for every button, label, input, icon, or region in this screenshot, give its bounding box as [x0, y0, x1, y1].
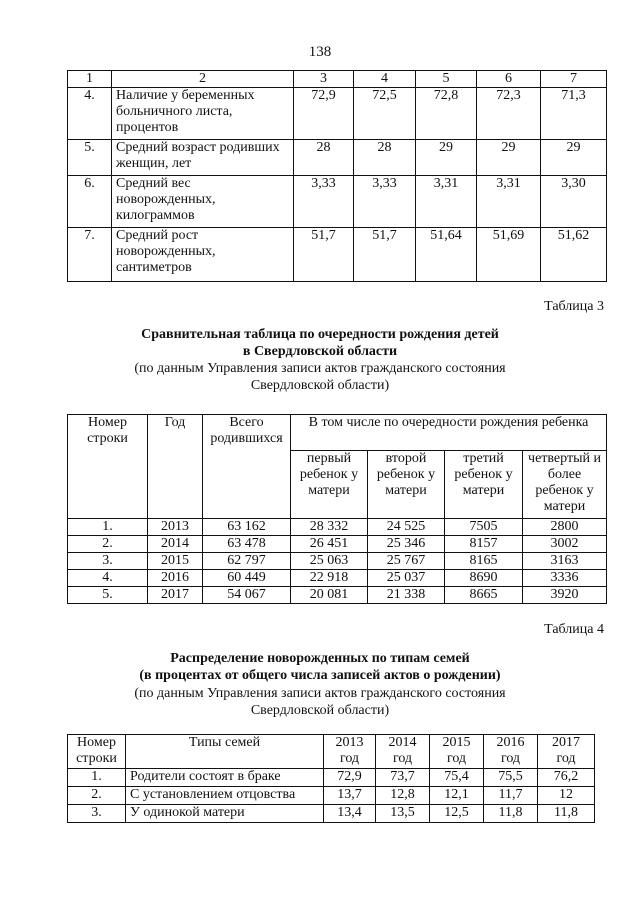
column-number-5: 5: [416, 71, 477, 88]
table-row: [68, 787, 595, 805]
table-row: [68, 140, 607, 176]
row-label: Средний возраст родивших женщин, лет: [112, 140, 294, 176]
value-cell: 11,7: [484, 787, 538, 805]
value-cell: 51,64: [416, 228, 477, 282]
column-header-year: 2016 год: [484, 735, 538, 769]
value-cell: 8165: [445, 553, 523, 570]
value-cell: 71,3: [541, 88, 607, 140]
total-cell: 54 067: [203, 587, 291, 604]
table-3-subtitle-line-2: Свердловской области): [250, 378, 390, 393]
value-cell: 51,62: [541, 228, 607, 282]
value-cell: 2800: [523, 519, 607, 536]
table-4-subtitle: (по данным Управления записи актов гражданского состояния: [134, 686, 506, 701]
table-header-row: [68, 71, 607, 88]
table-3-subtitle: (по данным Управления записи актов гражданского состояния: [134, 361, 506, 376]
year-cell: 2013: [148, 519, 203, 536]
value-cell: 24 525: [368, 519, 445, 536]
column-number-2: 2: [112, 71, 294, 88]
table-row: [68, 228, 607, 282]
table-row: [68, 553, 607, 570]
column-header-year: 2014 год: [376, 735, 430, 769]
table-4-subtitle-line-2: Свердловской области): [250, 703, 390, 718]
table-header-row: [68, 735, 595, 769]
value-cell: 12: [538, 787, 595, 805]
row-number: 7.: [68, 228, 112, 282]
value-cell: 75,5: [484, 769, 538, 787]
column-header-first-child: первый ребенок у матери: [291, 451, 368, 519]
row-number: 5.: [68, 587, 148, 604]
value-cell: 51,69: [477, 228, 541, 282]
row-number: 2.: [68, 787, 126, 805]
value-cell: 7505: [445, 519, 523, 536]
value-cell: 12,1: [430, 787, 484, 805]
value-cell: 8665: [445, 587, 523, 604]
column-header-year: 2017 год: [538, 735, 595, 769]
value-cell: 22 918: [291, 570, 368, 587]
column-header-birth-order-group: В том числе по очередности рождения ребенка: [291, 415, 607, 451]
value-cell: 72,5: [354, 88, 416, 140]
table-row: [68, 519, 607, 536]
table-4-title-line-2: (в процентах от общего числа записей актов о рождении): [139, 668, 501, 683]
value-cell: 73,7: [376, 769, 430, 787]
table-4: [67, 734, 595, 823]
value-cell: 51,7: [294, 228, 354, 282]
column-number-3: 3: [294, 71, 354, 88]
value-cell: 3336: [523, 570, 607, 587]
row-number: 2.: [68, 536, 148, 553]
column-header-total: Всего родившихся: [203, 415, 291, 519]
value-cell: 72,9: [294, 88, 354, 140]
table-row: [68, 88, 607, 140]
value-cell: 3920: [523, 587, 607, 604]
table-4-title: Распределение новорожденных по типам семей: [170, 651, 470, 666]
total-cell: 60 449: [203, 570, 291, 587]
value-cell: 25 767: [368, 553, 445, 570]
value-cell: 3,33: [354, 176, 416, 228]
value-cell: 13,5: [376, 805, 430, 823]
row-number: 4.: [68, 570, 148, 587]
table-2-continuation: [67, 70, 607, 282]
column-header-second-child: второй ребенок у матери: [368, 451, 445, 519]
table-row: [68, 536, 607, 553]
value-cell: 29: [541, 140, 607, 176]
value-cell: 28 332: [291, 519, 368, 536]
year-cell: 2014: [148, 536, 203, 553]
table-3-caption: Таблица 3: [544, 299, 604, 314]
column-header-third-child: третий ребенок у матери: [445, 451, 523, 519]
value-cell: 13,7: [324, 787, 376, 805]
value-cell: 51,7: [354, 228, 416, 282]
table-row: [68, 587, 607, 604]
value-cell: 28: [354, 140, 416, 176]
value-cell: 11,8: [484, 805, 538, 823]
value-cell: 3002: [523, 536, 607, 553]
row-number: 3.: [68, 553, 148, 570]
value-cell: 12,5: [430, 805, 484, 823]
table-3-title: Сравнительная таблица по очередности рождения детей: [141, 327, 499, 342]
row-number: 6.: [68, 176, 112, 228]
value-cell: 8690: [445, 570, 523, 587]
value-cell: 72,9: [324, 769, 376, 787]
value-cell: 25 037: [368, 570, 445, 587]
value-cell: 3163: [523, 553, 607, 570]
value-cell: 75,4: [430, 769, 484, 787]
column-number-7: 7: [541, 71, 607, 88]
column-header-family-types: Типы семей: [126, 735, 324, 769]
year-cell: 2017: [148, 587, 203, 604]
value-cell: 29: [416, 140, 477, 176]
year-cell: 2015: [148, 553, 203, 570]
value-cell: 3,33: [294, 176, 354, 228]
column-header-year: Год: [148, 415, 203, 519]
row-label: Наличие у беременных больничного листа, процентов: [112, 88, 294, 140]
column-header-row-number: Номер строки: [68, 415, 148, 519]
total-cell: 62 797: [203, 553, 291, 570]
column-number-6: 6: [477, 71, 541, 88]
table-3-title-line-2: в Свердловской области: [242, 344, 398, 359]
table-row: [68, 805, 595, 823]
total-cell: 63 478: [203, 536, 291, 553]
row-number: 4.: [68, 88, 112, 140]
value-cell: 3,30: [541, 176, 607, 228]
value-cell: 28: [294, 140, 354, 176]
column-header-year: 2013 год: [324, 735, 376, 769]
page-number: 138: [308, 44, 332, 60]
column-number-1: 1: [68, 71, 112, 88]
value-cell: 3,31: [477, 176, 541, 228]
family-type: Родители состоят в браке: [126, 769, 324, 787]
value-cell: 20 081: [291, 587, 368, 604]
value-cell: 11,8: [538, 805, 595, 823]
value-cell: 26 451: [291, 536, 368, 553]
value-cell: 3,31: [416, 176, 477, 228]
value-cell: 25 346: [368, 536, 445, 553]
value-cell: 25 063: [291, 553, 368, 570]
row-number: 1.: [68, 769, 126, 787]
row-number: 3.: [68, 805, 126, 823]
table-row: [68, 769, 595, 787]
value-cell: 72,8: [416, 88, 477, 140]
table-4-caption: Таблица 4: [544, 622, 604, 637]
column-number-4: 4: [354, 71, 416, 88]
family-type: С установлением отцовства: [126, 787, 324, 805]
row-number: 1.: [68, 519, 148, 536]
row-label: Средний рост новорожденных, сантиметров: [112, 228, 294, 282]
total-cell: 63 162: [203, 519, 291, 536]
value-cell: 12,8: [376, 787, 430, 805]
year-cell: 2016: [148, 570, 203, 587]
column-header-fourth-child: четвертый и более ребенок у матери: [523, 451, 607, 519]
value-cell: 29: [477, 140, 541, 176]
value-cell: 72,3: [477, 88, 541, 140]
family-type: У одинокой матери: [126, 805, 324, 823]
table-row: [68, 570, 607, 587]
table-row: [68, 176, 607, 228]
table-header-row: [68, 415, 607, 451]
row-label: Средний вес новорожденных, килограммов: [112, 176, 294, 228]
table-3: [67, 414, 607, 604]
value-cell: 21 338: [368, 587, 445, 604]
value-cell: 8157: [445, 536, 523, 553]
value-cell: 13,4: [324, 805, 376, 823]
column-header-row-number: Номер строки: [68, 735, 126, 769]
row-number: 5.: [68, 140, 112, 176]
column-header-year: 2015 год: [430, 735, 484, 769]
value-cell: 76,2: [538, 769, 595, 787]
